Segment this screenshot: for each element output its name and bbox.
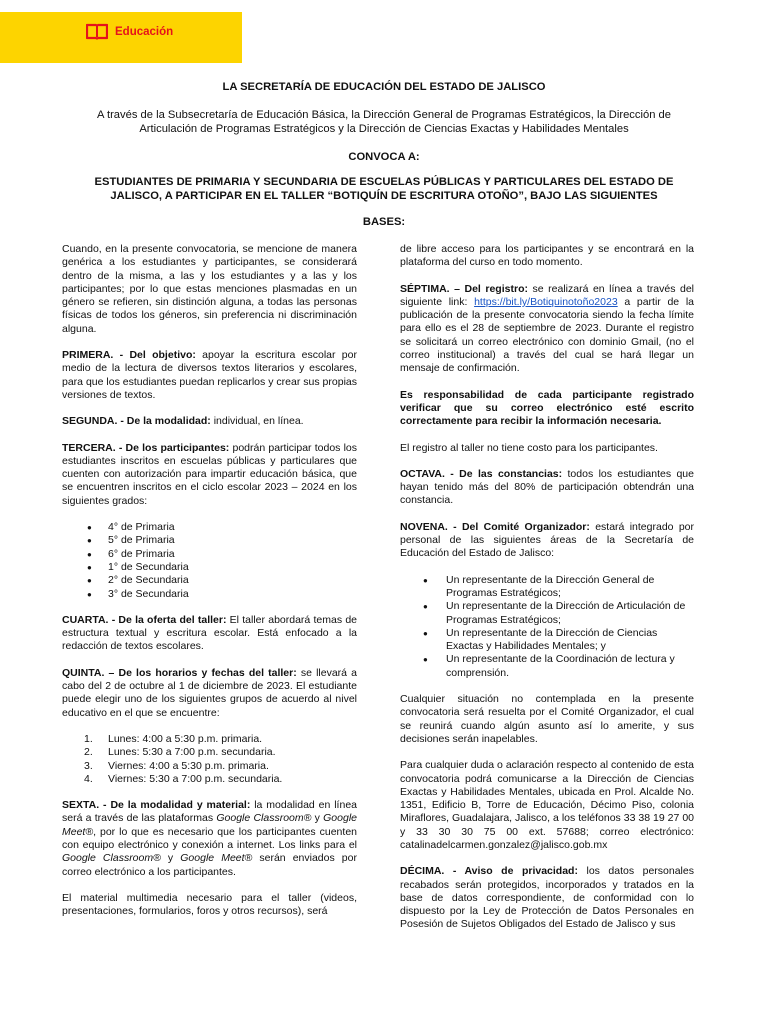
section-octava: OCTAVA. - De las constancias: todos los estudiantes que hayan tenido más del 80% de participación obtendrán una constancia. <box>400 467 694 507</box>
section-segunda: SEGUNDA. - De la modalidad: individual, en línea. <box>62 415 304 428</box>
bases-heading: BASES: <box>362 216 406 228</box>
list-item: 1. Lunes: 4:00 a 5:30 p.m. primaria. <box>84 732 263 745</box>
cost-note: El registro al taller no tiene costo para los participantes. <box>400 441 658 454</box>
list-item: ● 2° de Secundaria <box>62 574 357 587</box>
list-item: ● Un representante de la Coordinación de lectura y comprensión. <box>400 653 694 680</box>
material-text: El material multimedia necesario para el taller (videos, presentaciones, formularios, foros y otros recursos), será <box>62 891 357 918</box>
list-item: 4. Viernes: 5:30 a 7:00 p.m. secundaria. <box>84 772 283 785</box>
list-item: ● Un representante de la Dirección de Ciencias Exactas y Habilidades Mentales; y <box>400 627 694 654</box>
section-heading: SEXTA. - De la modalidad y material: <box>62 799 251 812</box>
continuation-text: de libre acceso para los participantes y se encontrará en la plataforma del curso en todo momento. <box>400 243 694 269</box>
intro-text: A través de la Subsecretaría de Educación Básica, la Dirección General de Programas Estratégicos, la Dirección de Articulación de Programas Estratégicos y la Dirección de Ciencias Exactas y Habilidades Mentales <box>97 109 671 135</box>
section-heading: DÉCIMA. - Aviso de privacidad: <box>400 865 578 878</box>
situations-text: Cualquier situación no contemplada en la presente convocatoria será resuelta por el Comité Organizador, el cual se reunirá cuando algún asunto así lo amerite, y sus decisiones serán inapelables. <box>400 693 694 745</box>
section-decima: DÉCIMA. - Aviso de privacidad: los datos personales recabados serán protegidos, incorporados y tratados en la base de datos correspondiente, de conformidad con lo dispuesto por la Ley de Protección de Datos Personales en Posesión de Sujetos Obligados del Estado de Jalisco y sus <box>400 865 694 931</box>
list-item: ● Un representante de la Dirección de Articulación de Programas Estratégicos; <box>400 600 694 627</box>
section-heading: PRIMERA. - Del objetivo: <box>62 349 196 362</box>
registration-link[interactable]: https://bit.ly/Botiquinotoño2023 <box>474 295 618 308</box>
section-heading: OCTAVA. - De las constancias: <box>400 467 563 480</box>
preamble: Cuando, en la presente convocatoria, se mencione de manera genérica a los estudiantes y participantes, se considerará dentro de la misma, a las y los estudiantes y a las y los participantes; por lo que estas menciones plasmadas en un género se refieren, sin distinción alguna, a todas las personas físicas de todos los géneros, sin preferencia ni discriminación alguna. <box>62 243 357 335</box>
convoca-heading: CONVOCA A: <box>348 151 420 163</box>
logo <box>86 23 173 40</box>
section-novena: NOVENA. - Del Comité Organizador: estará integrado por personal de las siguientes áreas de la Secretaría de Educación del Estado de Jalisco: <box>400 520 694 560</box>
section-tercera: TERCERA. - De los participantes: podrán participar todos los estudiantes inscritos en escuelas públicas y particulares que cuenten con autorización para impartir educación básica, que se encuentren inscritos en el ciclo escolar 2023 – 2024 en los siguientes grados: <box>62 441 357 507</box>
section-heading: SEGUNDA. - De la modalidad: <box>62 415 211 428</box>
list-item: ● 1° de Secundaria <box>62 561 357 574</box>
left-column <box>62 243 357 931</box>
section-cuarta: CUARTA. - De la oferta del taller: El taller abordará temas de estructura textual y escritura escolar. Está enfocado a la redacción de textos escolares. <box>62 613 357 653</box>
section-heading: QUINTA. – De los horarios y fechas del taller: <box>62 666 297 679</box>
section-heading: TERCERA. - De los participantes: <box>62 441 230 454</box>
list-item: ● 6° de Primaria <box>62 548 357 561</box>
logo-text: Educación <box>115 25 174 38</box>
section-sexta: SEXTA. - De la modalidad y material: la modalidad en línea será a través de las plataformas Google Classroom® y Google Meet®, por lo que es necesario que los participantes cuenten con equipo electrónico y conexión a internet. Los links para el Google Classroom® y Google Meet® serán enviados por correo electrónico a los participantes. <box>62 799 357 878</box>
page-title: LA SECRETARÍA DE EDUCACIÓN DEL ESTADO DE JALISCO <box>222 81 546 93</box>
list-item: ● Un representante de la Dirección General de Programas Estratégicos; <box>400 574 694 601</box>
list-item: 2. Lunes: 5:30 a 7:00 p.m. secundaria. <box>84 746 276 759</box>
contact-text: Para cualquier duda o aclaración respecto al contenido de esta convocatoria podrá comunicarse a la Dirección de Ciencias Exactas y Habilidades Mentales, ubicada en Prol. Alcalde No. 1351, Edificio B, Torre de Educación, Décimo Piso, colonia Miraflores, Guadalajara, Jalisco, a los teléfonos 33 38 19 27 00 y 33 30 30 75 00 ext. 57688; correo electrónico: catalinadelcarmen.gonzalez@jalisco.gob.mx <box>400 759 694 851</box>
right-column <box>400 243 694 945</box>
section-heading: NOVENA. - Del Comité Organizador: <box>400 520 590 533</box>
book-icon <box>86 23 108 40</box>
responsibility-note: Es responsabilidad de cada participante registrado verificar que su correo electrónico esté escrito correctamente para recibir la información necesaria. <box>400 388 694 428</box>
target-heading: ESTUDIANTES DE PRIMARIA Y SECUNDARIA DE ESCUELAS PÚBLICAS Y PARTICULARES DEL ESTADO DE JALISCO, A PARTICIPAR EN EL TALLER “BOTIQUÍN DE ESCRITURA OTOÑO”, BAJO LAS SIGUIENTES <box>94 176 674 202</box>
committee-list <box>400 574 694 680</box>
section-heading: SÉPTIMA. – Del registro: <box>400 282 528 295</box>
grades-list <box>62 521 357 601</box>
list-item: 3. Viernes: 4:00 a 5:30 p.m. primaria. <box>84 759 269 772</box>
section-heading: CUARTA. - De la oferta del taller: <box>62 613 227 626</box>
list-item: ● 4° de Primaria <box>62 521 357 534</box>
list-item: ● 5° de Primaria <box>62 534 357 547</box>
section-septima: SÉPTIMA. – Del registro: se realizará en línea a través del siguiente link: https://bit.ly/Botiquinotoño2023 a partir de la publicación de la presente convocatoria siendo la fecha límite para ello es el 28 de septiembre de 2023. Durante el registro se solicitará un correo electrónico con dominio Gmail, (no el correo institucional) a través del cual se hará llegar un mensaje de confirmación. <box>400 282 695 375</box>
schedule-list <box>62 733 357 786</box>
list-item: ● 3° de Secundaria <box>62 588 357 601</box>
section-quinta: QUINTA. – De los horarios y fechas del taller: se llevará a cabo del 2 de octubre al 1 de diciembre de 2023. El estudiante puede elegir uno de los siguientes grupos de acuerdo al nivel educativo en el que se encuentre: <box>62 666 357 719</box>
section-primera: PRIMERA. - Del objetivo: apoyar la escritura escolar por medio de la lectura de diversos textos literarios y escolares, para que los estudiantes puedan replicarlos y crear sus propias versiones de textos. <box>62 349 357 401</box>
